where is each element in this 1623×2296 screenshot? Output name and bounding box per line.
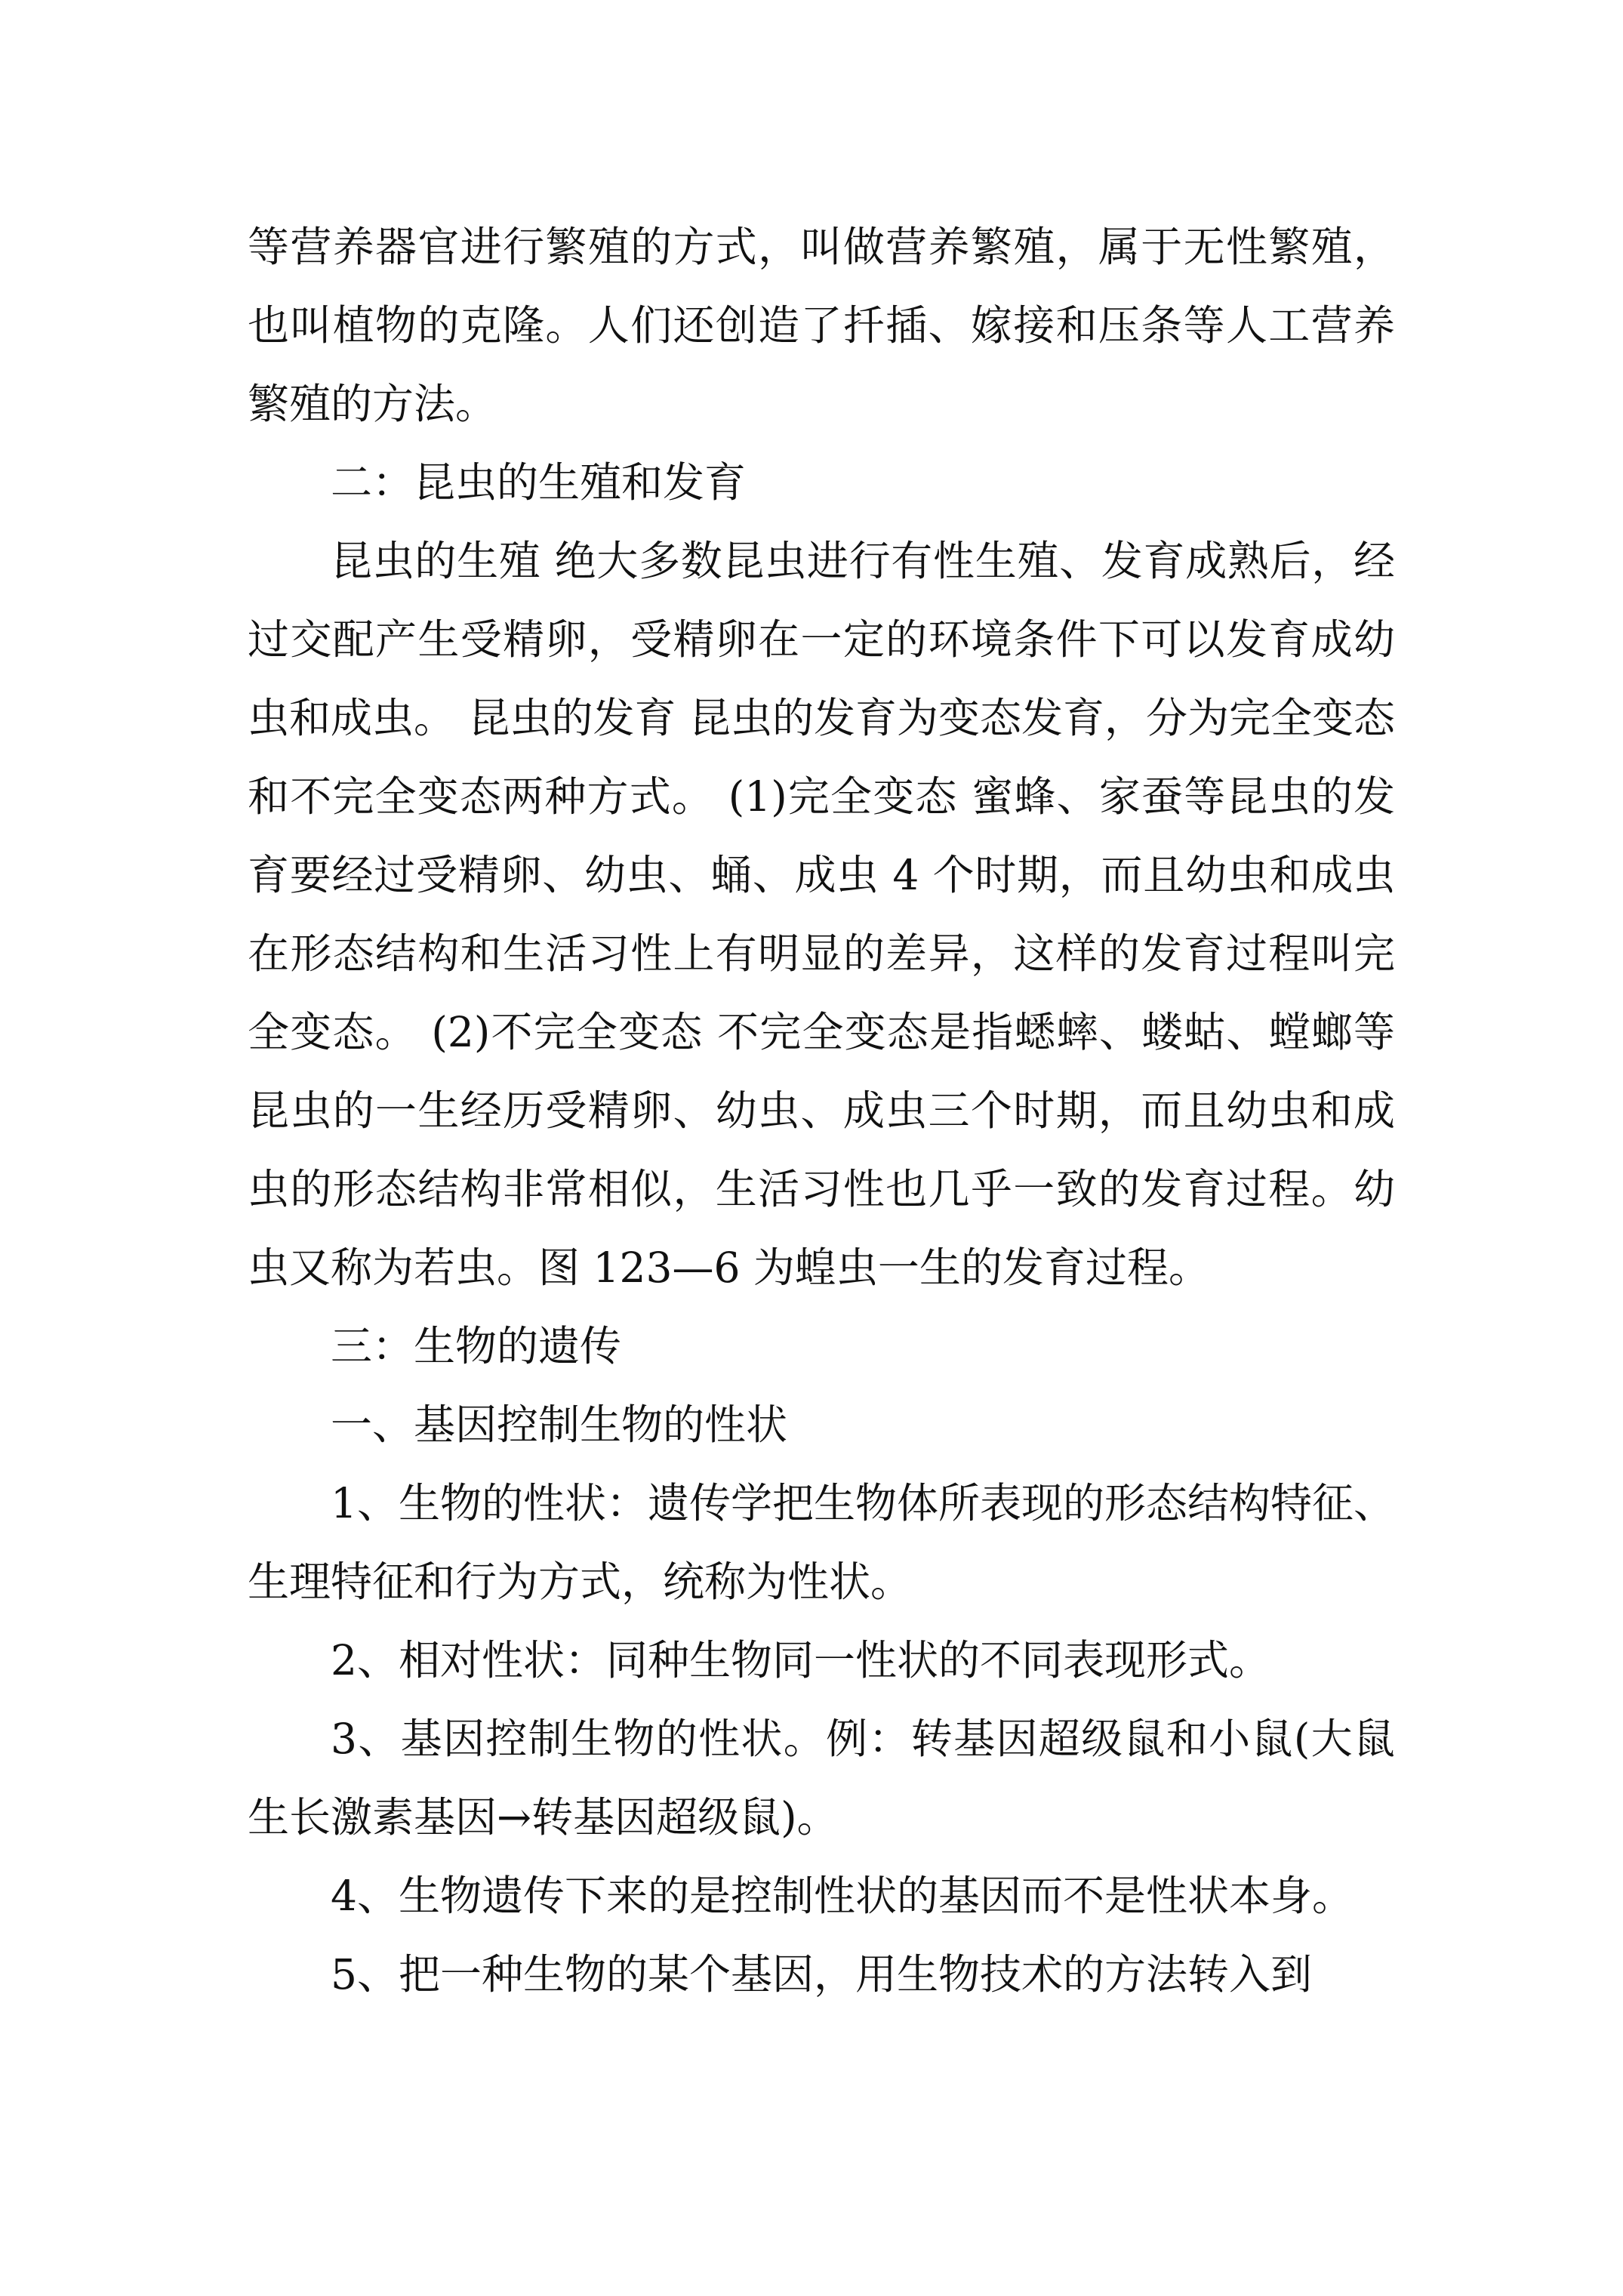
list-item-1: 1、生物的性状：遗传学把生物体所表现的形态结构特征、生理特征和行为方式，统称为性状。 (248, 1479, 1395, 1606)
paragraph-insect-development: 昆虫的生殖 绝大多数昆虫进行有性生殖、发育成熟后，经过交配产生受精卵，受精卵在一定的环境条件下可以发育成幼虫和成虫。 昆虫的发育 昆虫的发育为变态发育，分为完全变态和不完全变态两种方式。 (1)完全变态 蜜蜂、家蚕等昆虫的发育要经过受精卵、幼虫、蛹、成虫 4 个时期，而且幼虫和成虫在形态结构和生活习性上有明显的差异，这样的发育过程叫完全变态。 (2)不完全变态 不完全变态是指蟋蟀、蝼蛄、螳螂等昆虫的一生经历受精卵、幼虫、成虫三个时期，而且幼虫和成虫的形态结构非常相似，生活习性也几乎一致的发育过程。幼虫又称为若虫。图 123—6 为蝗虫一生的发育过程。 (248, 537, 1395, 1292)
paragraph-1: 等营养器官进行繁殖的方式，叫做营养繁殖，属于无性繁殖，也叫植物的克隆。人们还创造了扦插、嫁接和压条等人工营养繁殖的方法。 (248, 223, 1395, 428)
list-item-5: 5、把一种生物的某个基因，用生物技术的方法转入到 (331, 1950, 1312, 1999)
list-item-3: 3、基因控制生物的性状。例：转基因超级鼠和小鼠(大鼠生长激素基因→转基因超级鼠)。 (248, 1715, 1395, 1841)
section-heading-heredity: 三：生物的遗传 (331, 1322, 622, 1370)
subheading-gene-traits: 一、基因控制生物的性状 (331, 1401, 788, 1449)
text-body (248, 208, 1395, 2014)
list-item-4: 4、生物遗传下来的是控制性状的基因而不是性状本身。 (331, 1872, 1354, 1920)
section-heading-insect: 二：昆虫的生殖和发育 (331, 458, 747, 507)
list-item-2: 2、相对性状：同种生物同一性状的不同表现形式。 (331, 1636, 1270, 1684)
